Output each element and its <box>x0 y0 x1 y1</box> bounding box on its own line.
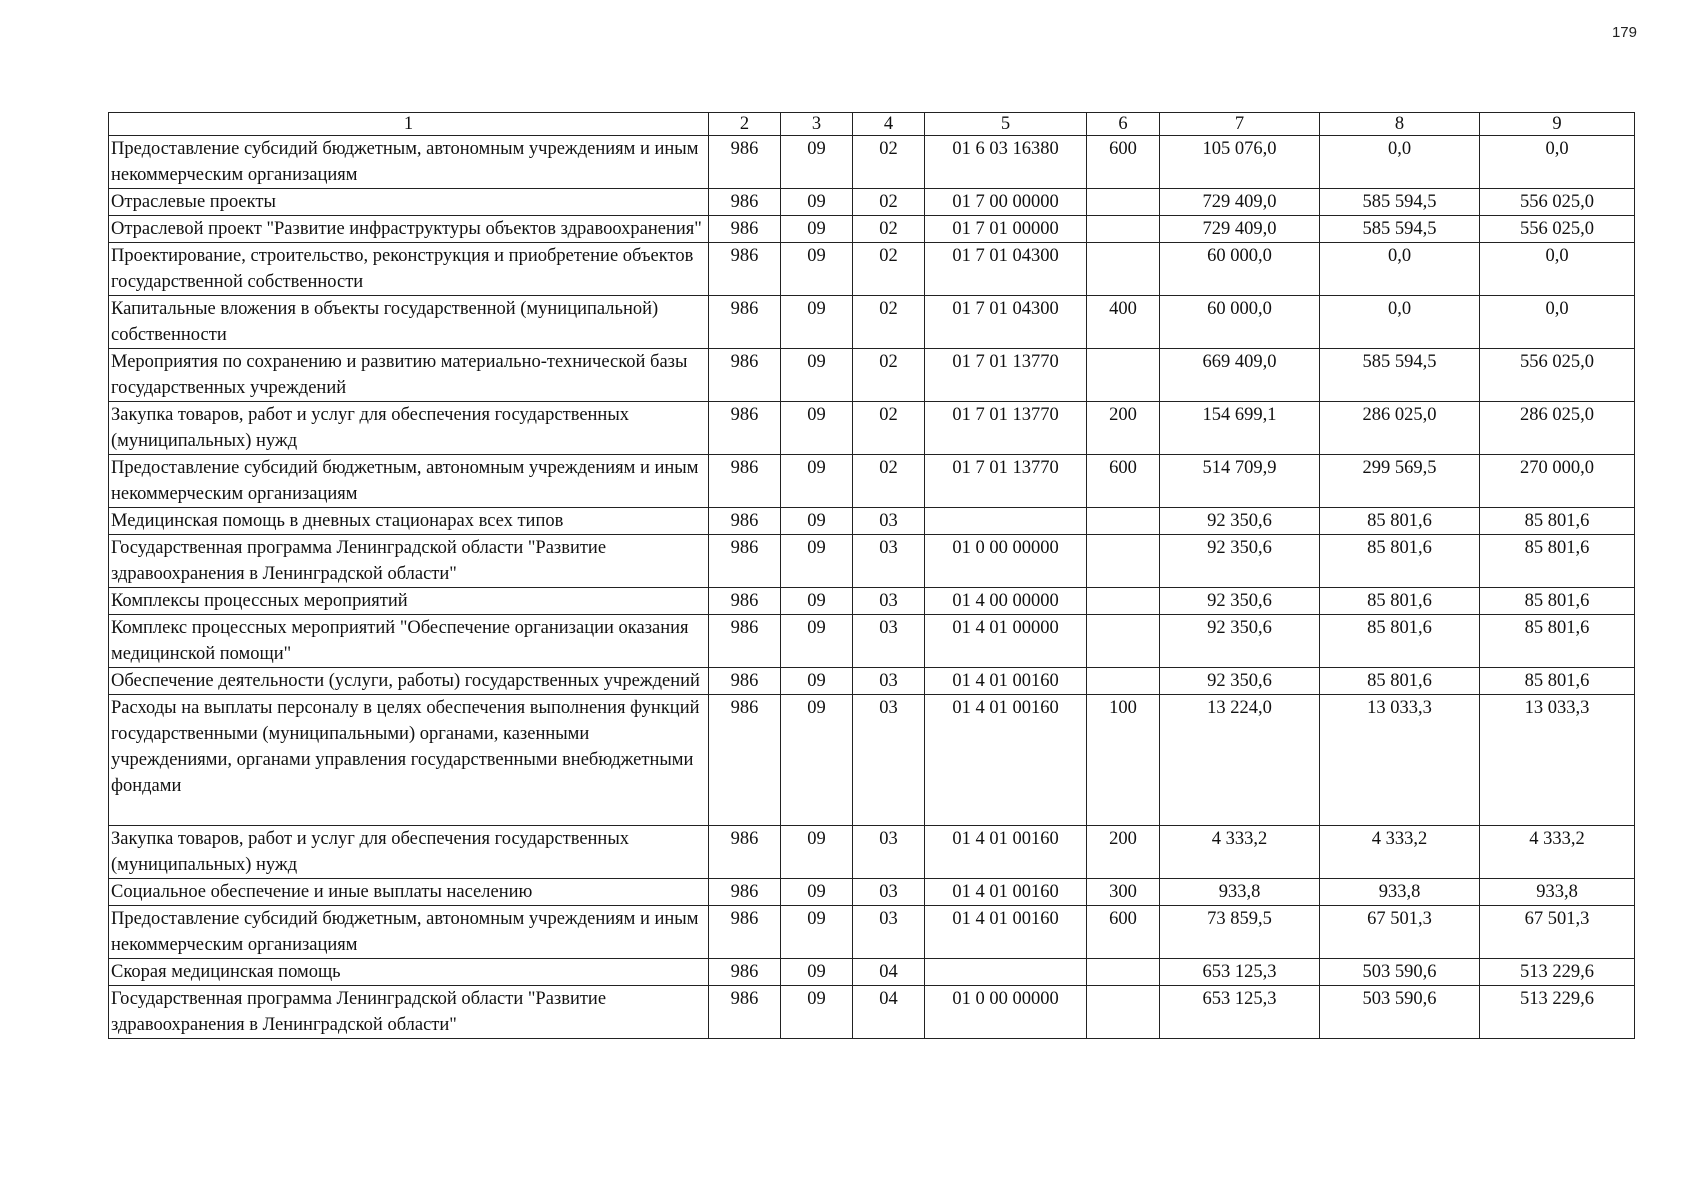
row-name-cell: Государственная программа Ленинградской области "Развитие здравоохранения в Ленинградской области" <box>109 535 709 588</box>
amount-year3-cell: 270 000,0 <box>1480 455 1635 508</box>
target-article-cell: 01 0 00 00000 <box>925 535 1087 588</box>
row-name-cell: Отраслевой проект "Развитие инфраструктуры объектов здравоохранения" <box>109 216 709 243</box>
table-row <box>109 136 1635 189</box>
grbs-cell: 986 <box>709 455 781 508</box>
amount-year2-cell: 585 594,5 <box>1320 216 1480 243</box>
expense-type-cell <box>1087 349 1160 402</box>
target-article-cell: 01 7 00 00000 <box>925 189 1087 216</box>
amount-year2-cell: 85 801,6 <box>1320 535 1480 588</box>
table-row <box>109 986 1635 1039</box>
amount-year3-cell: 933,8 <box>1480 879 1635 906</box>
grbs-cell: 986 <box>709 349 781 402</box>
target-article-cell: 01 4 01 00160 <box>925 826 1087 879</box>
table-row <box>109 959 1635 986</box>
amount-year2-cell: 13 033,3 <box>1320 695 1480 826</box>
subsection-cell: 02 <box>853 296 925 349</box>
amount-year2-cell: 85 801,6 <box>1320 588 1480 615</box>
column-header: 4 <box>853 113 925 136</box>
header-row <box>109 113 1635 136</box>
grbs-cell: 986 <box>709 826 781 879</box>
amount-year2-cell: 933,8 <box>1320 879 1480 906</box>
column-header: 9 <box>1480 113 1635 136</box>
subsection-cell: 02 <box>853 136 925 189</box>
amount-year3-cell: 85 801,6 <box>1480 508 1635 535</box>
grbs-cell: 986 <box>709 588 781 615</box>
table-row <box>109 615 1635 668</box>
amount-year2-cell: 0,0 <box>1320 136 1480 189</box>
amount-year1-cell: 933,8 <box>1160 879 1320 906</box>
expense-type-cell <box>1087 508 1160 535</box>
expense-type-cell: 400 <box>1087 296 1160 349</box>
expense-type-cell <box>1087 535 1160 588</box>
amount-year2-cell: 286 025,0 <box>1320 402 1480 455</box>
expense-type-cell: 300 <box>1087 879 1160 906</box>
row-name-cell: Комплексы процессных мероприятий <box>109 588 709 615</box>
section-cell: 09 <box>781 243 853 296</box>
grbs-cell: 986 <box>709 879 781 906</box>
expense-type-cell <box>1087 243 1160 296</box>
row-name-cell: Скорая медицинская помощь <box>109 959 709 986</box>
row-name-cell: Мероприятия по сохранению и развитию материально-технической базы государственных учреждений <box>109 349 709 402</box>
amount-year1-cell: 729 409,0 <box>1160 216 1320 243</box>
amount-year3-cell: 0,0 <box>1480 136 1635 189</box>
amount-year2-cell: 85 801,6 <box>1320 615 1480 668</box>
subsection-cell: 03 <box>853 588 925 615</box>
amount-year3-cell: 0,0 <box>1480 243 1635 296</box>
amount-year2-cell: 67 501,3 <box>1320 906 1480 959</box>
amount-year3-cell: 85 801,6 <box>1480 588 1635 615</box>
table-row <box>109 906 1635 959</box>
expense-type-cell <box>1087 986 1160 1039</box>
amount-year2-cell: 4 333,2 <box>1320 826 1480 879</box>
subsection-cell: 03 <box>853 695 925 826</box>
table-row <box>109 535 1635 588</box>
row-name-cell: Закупка товаров, работ и услуг для обеспечения государственных (муниципальных) нужд <box>109 826 709 879</box>
row-name-cell: Закупка товаров, работ и услуг для обеспечения государственных (муниципальных) нужд <box>109 402 709 455</box>
table-row <box>109 879 1635 906</box>
amount-year1-cell: 729 409,0 <box>1160 189 1320 216</box>
table-row <box>109 296 1635 349</box>
subsection-cell: 02 <box>853 402 925 455</box>
target-article-cell: 01 0 00 00000 <box>925 986 1087 1039</box>
column-header: 1 <box>109 113 709 136</box>
section-cell: 09 <box>781 189 853 216</box>
column-header: 6 <box>1087 113 1160 136</box>
amount-year1-cell: 669 409,0 <box>1160 349 1320 402</box>
grbs-cell: 986 <box>709 136 781 189</box>
section-cell: 09 <box>781 986 853 1039</box>
grbs-cell: 986 <box>709 615 781 668</box>
amount-year1-cell: 105 076,0 <box>1160 136 1320 189</box>
target-article-cell: 01 4 01 00160 <box>925 668 1087 695</box>
table-row <box>109 349 1635 402</box>
grbs-cell: 986 <box>709 243 781 296</box>
grbs-cell: 986 <box>709 535 781 588</box>
expense-type-cell <box>1087 216 1160 243</box>
expense-type-cell: 600 <box>1087 455 1160 508</box>
section-cell: 09 <box>781 455 853 508</box>
column-header: 8 <box>1320 113 1480 136</box>
amount-year3-cell: 286 025,0 <box>1480 402 1635 455</box>
row-name-cell: Обеспечение деятельности (услуги, работы) государственных учреждений <box>109 668 709 695</box>
expense-type-cell: 100 <box>1087 695 1160 826</box>
target-article-cell: 01 4 01 00160 <box>925 879 1087 906</box>
table-row <box>109 402 1635 455</box>
amount-year3-cell: 67 501,3 <box>1480 906 1635 959</box>
row-name-cell: Комплекс процессных мероприятий "Обеспечение организации оказания медицинской помощи" <box>109 615 709 668</box>
section-cell: 09 <box>781 695 853 826</box>
amount-year1-cell: 92 350,6 <box>1160 588 1320 615</box>
section-cell: 09 <box>781 668 853 695</box>
grbs-cell: 986 <box>709 216 781 243</box>
subsection-cell: 03 <box>853 508 925 535</box>
amount-year3-cell: 556 025,0 <box>1480 189 1635 216</box>
subsection-cell: 03 <box>853 668 925 695</box>
amount-year1-cell: 92 350,6 <box>1160 508 1320 535</box>
amount-year1-cell: 73 859,5 <box>1160 906 1320 959</box>
target-article-cell: 01 7 01 00000 <box>925 216 1087 243</box>
expense-type-cell <box>1087 588 1160 615</box>
row-name-cell: Предоставление субсидий бюджетным, автономным учреждениям и иным некоммерческим организациям <box>109 455 709 508</box>
amount-year1-cell: 154 699,1 <box>1160 402 1320 455</box>
target-article-cell: 01 7 01 13770 <box>925 455 1087 508</box>
table-row <box>109 695 1635 826</box>
amount-year3-cell: 85 801,6 <box>1480 615 1635 668</box>
target-article-cell: 01 4 01 00160 <box>925 906 1087 959</box>
expense-type-cell <box>1087 668 1160 695</box>
amount-year2-cell: 85 801,6 <box>1320 668 1480 695</box>
subsection-cell: 03 <box>853 615 925 668</box>
amount-year2-cell: 85 801,6 <box>1320 508 1480 535</box>
section-cell: 09 <box>781 588 853 615</box>
subsection-cell: 03 <box>853 826 925 879</box>
row-name-cell: Предоставление субсидий бюджетным, автономным учреждениям и иным некоммерческим организациям <box>109 906 709 959</box>
subsection-cell: 03 <box>853 535 925 588</box>
grbs-cell: 986 <box>709 508 781 535</box>
target-article-cell: 01 7 01 04300 <box>925 243 1087 296</box>
section-cell: 09 <box>781 959 853 986</box>
section-cell: 09 <box>781 535 853 588</box>
section-cell: 09 <box>781 296 853 349</box>
row-name-cell: Проектирование, строительство, реконструкция и приобретение объектов государственной собственности <box>109 243 709 296</box>
grbs-cell: 986 <box>709 402 781 455</box>
row-name-cell: Предоставление субсидий бюджетным, автономным учреждениям и иным некоммерческим организациям <box>109 136 709 189</box>
expense-type-cell: 600 <box>1087 136 1160 189</box>
column-header: 5 <box>925 113 1087 136</box>
target-article-cell: 01 7 01 04300 <box>925 296 1087 349</box>
amount-year3-cell: 13 033,3 <box>1480 695 1635 826</box>
row-name-cell: Социальное обеспечение и иные выплаты населению <box>109 879 709 906</box>
subsection-cell: 02 <box>853 243 925 296</box>
grbs-cell: 986 <box>709 296 781 349</box>
table-row <box>109 508 1635 535</box>
row-name-cell: Расходы на выплаты персоналу в целях обеспечения выполнения функций государственными (муниципальными) органами, казенными учреждениями, органами управления государственными внебюджетными фондами <box>109 695 709 826</box>
table-row <box>109 668 1635 695</box>
subsection-cell: 04 <box>853 959 925 986</box>
grbs-cell: 986 <box>709 959 781 986</box>
target-article-cell: 01 4 01 00160 <box>925 695 1087 826</box>
amount-year2-cell: 503 590,6 <box>1320 986 1480 1039</box>
amount-year2-cell: 299 569,5 <box>1320 455 1480 508</box>
section-cell: 09 <box>781 615 853 668</box>
amount-year3-cell: 556 025,0 <box>1480 349 1635 402</box>
target-article-cell: 01 6 03 16380 <box>925 136 1087 189</box>
expense-type-cell <box>1087 615 1160 668</box>
target-article-cell <box>925 959 1087 986</box>
amount-year1-cell: 60 000,0 <box>1160 296 1320 349</box>
amount-year1-cell: 4 333,2 <box>1160 826 1320 879</box>
section-cell: 09 <box>781 216 853 243</box>
section-cell: 09 <box>781 879 853 906</box>
page-number: 179 <box>1611 24 1637 41</box>
table-row <box>109 455 1635 508</box>
subsection-cell: 03 <box>853 906 925 959</box>
table-row <box>109 216 1635 243</box>
grbs-cell: 986 <box>709 668 781 695</box>
amount-year3-cell: 513 229,6 <box>1480 959 1635 986</box>
amount-year2-cell: 0,0 <box>1320 243 1480 296</box>
table-row <box>109 588 1635 615</box>
subsection-cell: 02 <box>853 349 925 402</box>
amount-year2-cell: 585 594,5 <box>1320 349 1480 402</box>
amount-year3-cell: 556 025,0 <box>1480 216 1635 243</box>
section-cell: 09 <box>781 136 853 189</box>
subsection-cell: 02 <box>853 216 925 243</box>
amount-year3-cell: 4 333,2 <box>1480 826 1635 879</box>
section-cell: 09 <box>781 349 853 402</box>
amount-year3-cell: 85 801,6 <box>1480 535 1635 588</box>
row-name-cell: Государственная программа Ленинградской области "Развитие здравоохранения в Ленинградской области" <box>109 986 709 1039</box>
grbs-cell: 986 <box>709 986 781 1039</box>
row-name-cell: Медицинская помощь в дневных стационарах всех типов <box>109 508 709 535</box>
target-article-cell: 01 4 01 00000 <box>925 615 1087 668</box>
amount-year2-cell: 0,0 <box>1320 296 1480 349</box>
amount-year3-cell: 513 229,6 <box>1480 986 1635 1039</box>
row-name-cell: Отраслевые проекты <box>109 189 709 216</box>
section-cell: 09 <box>781 508 853 535</box>
subsection-cell: 03 <box>853 879 925 906</box>
expense-type-cell <box>1087 959 1160 986</box>
column-header: 3 <box>781 113 853 136</box>
expense-type-cell: 600 <box>1087 906 1160 959</box>
subsection-cell: 04 <box>853 986 925 1039</box>
subsection-cell: 02 <box>853 189 925 216</box>
row-name-cell: Капитальные вложения в объекты государственной (муниципальной) собственности <box>109 296 709 349</box>
expense-type-cell: 200 <box>1087 826 1160 879</box>
target-article-cell: 01 7 01 13770 <box>925 402 1087 455</box>
target-article-cell <box>925 508 1087 535</box>
column-header: 7 <box>1160 113 1320 136</box>
column-header: 2 <box>709 113 781 136</box>
section-cell: 09 <box>781 402 853 455</box>
table-row <box>109 826 1635 879</box>
expense-type-cell <box>1087 189 1160 216</box>
amount-year3-cell: 85 801,6 <box>1480 668 1635 695</box>
table-row <box>109 243 1635 296</box>
target-article-cell: 01 4 00 00000 <box>925 588 1087 615</box>
amount-year2-cell: 503 590,6 <box>1320 959 1480 986</box>
grbs-cell: 986 <box>709 906 781 959</box>
grbs-cell: 986 <box>709 695 781 826</box>
table-row <box>109 189 1635 216</box>
amount-year1-cell: 92 350,6 <box>1160 615 1320 668</box>
amount-year1-cell: 92 350,6 <box>1160 535 1320 588</box>
section-cell: 09 <box>781 826 853 879</box>
grbs-cell: 986 <box>709 189 781 216</box>
amount-year3-cell: 0,0 <box>1480 296 1635 349</box>
target-article-cell: 01 7 01 13770 <box>925 349 1087 402</box>
subsection-cell: 02 <box>853 455 925 508</box>
expense-type-cell: 200 <box>1087 402 1160 455</box>
amount-year2-cell: 585 594,5 <box>1320 189 1480 216</box>
amount-year1-cell: 92 350,6 <box>1160 668 1320 695</box>
amount-year1-cell: 653 125,3 <box>1160 986 1320 1039</box>
amount-year1-cell: 60 000,0 <box>1160 243 1320 296</box>
amount-year1-cell: 653 125,3 <box>1160 959 1320 986</box>
amount-year1-cell: 13 224,0 <box>1160 695 1320 826</box>
budget-table <box>108 112 1635 1039</box>
amount-year1-cell: 514 709,9 <box>1160 455 1320 508</box>
section-cell: 09 <box>781 906 853 959</box>
